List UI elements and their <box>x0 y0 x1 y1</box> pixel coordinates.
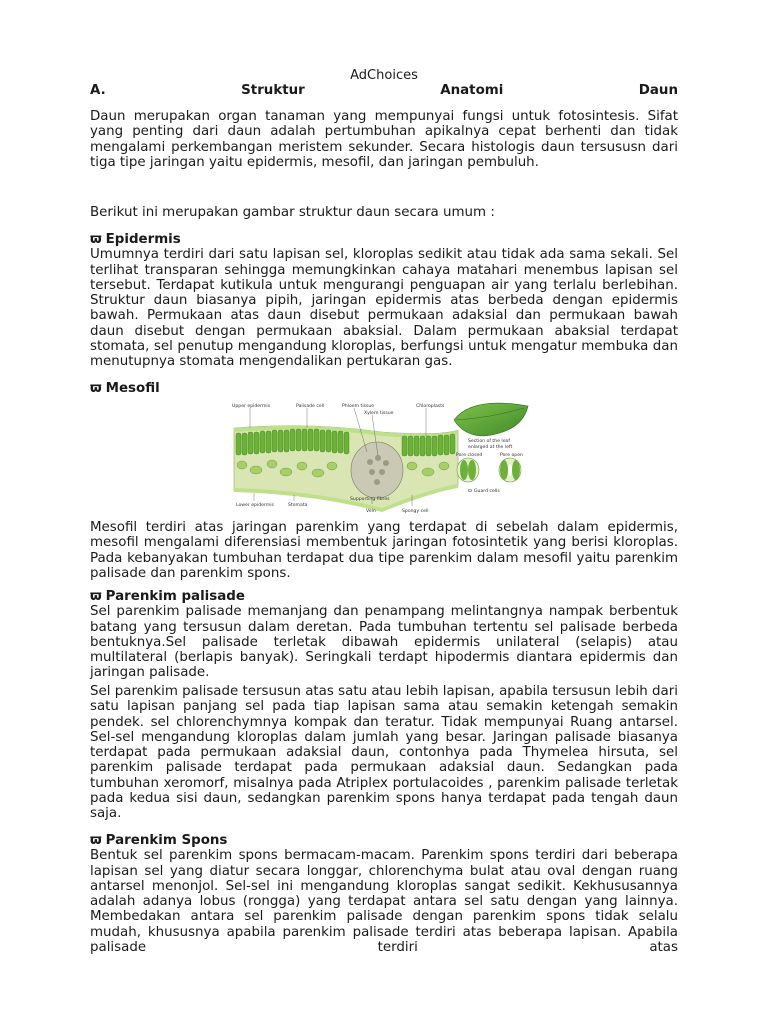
section-title <box>90 83 678 98</box>
label-palisade-cell: Palisade cell <box>296 404 325 409</box>
spons-heading-text: Parenkim Spons <box>105 833 228 848</box>
label-upper-epidermis: Upper epidermis <box>232 404 271 409</box>
adchoices-link[interactable]: AdChoices <box>350 68 418 83</box>
palisade-paragraph-1: Sel parenkim palisade memanjang dan penampang melintangnya nampak berbentuk batang yang tersusun dalam deretan. Pada tumbuhan tertentu sel palisade berbeda bentuknya.Sel palisade terletak dibawah epidermis unilateral (selapis) atau multilateral (berlapis banyak). Seringkali terdapt hipodermis diantara epidermis dan jaringan palisade. <box>90 604 678 681</box>
mesofil-heading <box>90 381 678 396</box>
bullet-icon: ϖ <box>90 381 102 396</box>
intro-figure-sentence: Berikut ini merupakan gambar struktur daun secara umum : <box>90 205 495 220</box>
palisade-paragraph-2: Sel parenkim palisade tersusun atas satu atau lebih lapisan, apabila tersusun lebih dari satu lapisan panjang sel pada tiap lapisan sama atau semakin ketengah semakin pendek. sel chlorenchymnya kompak dan teratur. Tidak mempunyai Ruang antarsel. Sel-sel mengandung kloroplas dalam jumlah yang besar. Jaringan palisade biasanya terdapat pada permukaan adaksial daun, contonhya pada Thymelea hirsuta, sel parenkim palisade terdapat pada permukaan adaksial daun. Sedangkan pada tumbuhan xeromorf, misalnya pada Atriplex portulacoides , parenkim palisade terletak pada kedua sisi daun, sedangkan parenkim spons hanya terdapat pada tengah daun saja. <box>90 684 678 822</box>
leaf-cross-section-illustration <box>232 400 532 517</box>
epidermis-heading <box>90 232 678 247</box>
bullet-icon: ϖ <box>468 489 472 494</box>
label-phloem-tissue: Phloem tissue <box>342 404 375 409</box>
stoma-closed-icon <box>457 458 479 482</box>
mesofil-paragraph: Mesofil terdiri atas jaringan parenkim yang terdapat di sebelah dalam epidermis, mesofil mengalami diferensiasi membentuk jaringan fotosintetik yang berisi kloroplas. Pada kebanyakan tumbuhan terdapat dua tipe parenkim dalam mesofil yaitu parenkim palisade dan parenkim spons. <box>90 520 678 581</box>
spons-paragraph: Bentuk sel parenkim spons bermacam-macam. Parenkim spons terdiri dari beberapa lapisan sel yang diatur secara longgar, chlorenchyma bulat atau oval dengan ruang antarsel menonjol. Sel-sel ini mengandung kloroplas sangat sedikit. Kekhususannya adalah adanya lobus (rongga) yang terdapat antara sel satu dengan yang lainnya. Membedakan antara sel parenkim palisade dengan parenkim spons tidak selalu mudah, khususnya apabila parenkim palisade terdiri atas beberapa lapisan. Apabila palisade terdiri atas <box>90 848 678 956</box>
leaf-structure-figure <box>232 400 532 517</box>
label-xylem-tissue: Xylem tissue <box>364 411 394 416</box>
palisade-heading-text: Parenkim palisade <box>105 589 245 604</box>
label-guard-cells: Guard cells <box>474 489 500 494</box>
mesofil-heading-block <box>90 381 678 396</box>
title-word-daun: Daun <box>638 83 678 98</box>
label-supporting-fibres: Supporting fibres <box>350 497 390 502</box>
label-enlarged-at-left: enlarged at the left <box>468 445 513 450</box>
title-word-struktur: Struktur <box>241 83 305 98</box>
epidermis-section <box>90 232 678 370</box>
label-pore-closed: Pore closed <box>456 453 483 458</box>
label-pore-open: Pore open <box>500 453 523 458</box>
label-chloroplasts: Chloroplasts <box>416 404 445 409</box>
spons-section <box>90 833 678 955</box>
bullet-icon: ϖ <box>90 833 102 848</box>
label-vein: Vein <box>366 509 376 514</box>
spons-heading <box>90 833 678 848</box>
bullet-icon: ϖ <box>90 589 102 604</box>
title-letter: A. <box>90 83 106 98</box>
mesofil-heading-text: Mesofil <box>105 381 160 396</box>
palisade-heading <box>90 589 678 604</box>
label-spongy-cell: Spongy cell <box>402 509 429 514</box>
label-stomata: Stomata <box>288 503 308 508</box>
epidermis-heading-text: Epidermis <box>105 232 181 247</box>
palisade-section <box>90 589 678 681</box>
intro-paragraph: Daun merupakan organ tanaman yang mempunyai fungsi untuk fotosintesis. Sifat yang penting dari daun adalah pertumbuhan apikalnya cepat berhenti dan tidak mengalami perkembangan meristem sekunder. Secara histologis daun tersususn dari tiga tipe jaringan yaitu epidermis, mesofil, dan jaringan pembuluh. <box>90 109 678 170</box>
bullet-icon: ϖ <box>90 232 102 247</box>
epidermis-paragraph: Umumnya terdiri dari satu lapisan sel, kloroplas sedikit atau tidak ada sama sekali. Sel terlihat transparan sehingga memungkinkan cahaya matahari menembus lapisan sel tersebut. Terdapat kutikula untuk mengurangi penguapan air yang terlalu berlebihan. Struktur daun biasanya pipih, jaringan epidermis atas berbeda dengan epidermis bawah. Permukaan atas daun disebut permukaan adaksial dan permukaan bawah daun disebut dengan permukaan abaksial. Dalam permukaan abaksial terdapat stomata, sel penutup mengandung kloroplas, berfungsi untuk mengatur membuka dan menutupnya stomata mengendalikan pertukaran gas. <box>90 247 678 370</box>
title-word-anatomi: Anatomi <box>440 83 504 98</box>
label-lower-epidermis: Lower epidermis <box>236 503 274 508</box>
stoma-open-icon <box>499 458 521 482</box>
label-section-of-leaf: Section of the leaf <box>468 439 510 444</box>
